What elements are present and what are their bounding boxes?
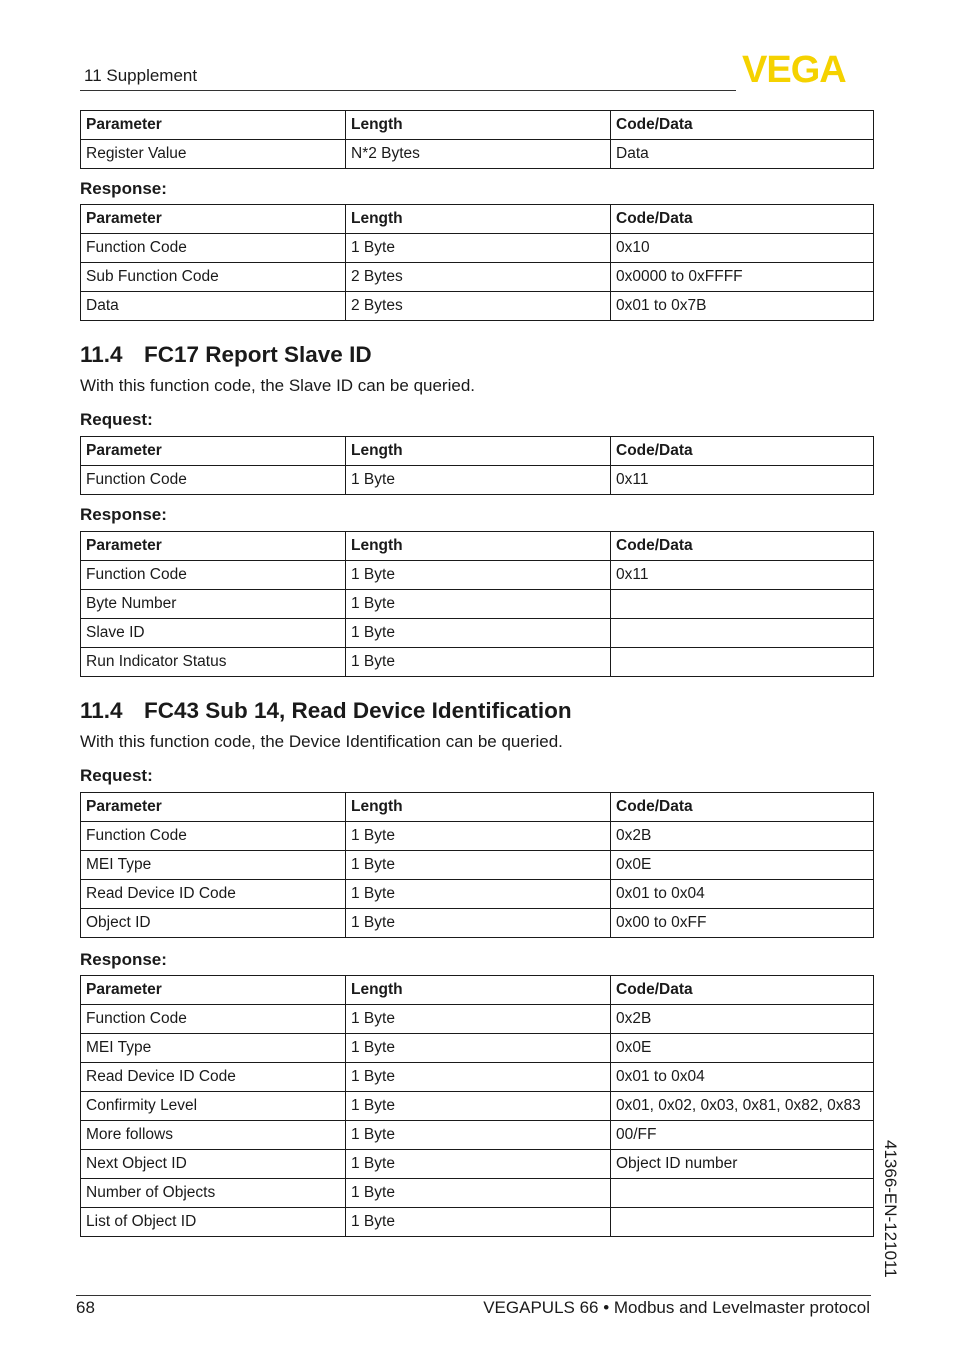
cell-parameter: Byte Number (81, 590, 346, 619)
table-header-row (81, 205, 874, 234)
cell-parameter: Run Indicator Status (81, 648, 346, 677)
column-header-parameter: Parameter (81, 205, 346, 234)
table-header-row (81, 532, 874, 561)
cell-parameter: Function Code (81, 561, 346, 590)
cell-length: 1 Byte (346, 466, 611, 495)
cell-parameter: Function Code (81, 466, 346, 495)
cell-length: 1 Byte (346, 1005, 611, 1034)
cell-code: 0x0000 to 0xFFFF (611, 263, 874, 292)
table-row (81, 851, 874, 880)
cell-code (611, 648, 874, 677)
column-header-parameter: Parameter (81, 793, 346, 822)
header-rule (80, 90, 736, 91)
cell-parameter: Function Code (81, 234, 346, 263)
table-row (81, 1121, 874, 1150)
column-header-length: Length (346, 532, 611, 561)
section-number: 11.4 (80, 698, 123, 723)
column-header-length: Length (346, 111, 611, 140)
cell-length: 1 Byte (346, 880, 611, 909)
cell-parameter: Read Device ID Code (81, 1063, 346, 1092)
table-row (81, 1034, 874, 1063)
cell-parameter: MEI Type (81, 1034, 346, 1063)
cell-parameter: Number of Objects (81, 1179, 346, 1208)
column-header-parameter: Parameter (81, 437, 346, 466)
cell-code (611, 1208, 874, 1237)
table-row (81, 1150, 874, 1179)
fc43-request-table (80, 792, 874, 938)
cell-length: 1 Byte (346, 234, 611, 263)
column-header-code: Code/Data (611, 532, 874, 561)
table-header-row (81, 111, 874, 140)
cell-length: 1 Byte (346, 1063, 611, 1092)
fc43-intro: With this function code, the Device Identification can be queried. (80, 732, 563, 751)
table-row (81, 822, 874, 851)
cell-length: 1 Byte (346, 822, 611, 851)
cell-parameter: Next Object ID (81, 1150, 346, 1179)
cell-code: 0x01, 0x02, 0x03, 0x81, 0x82, 0x83 (611, 1092, 874, 1121)
column-header-parameter: Parameter (81, 532, 346, 561)
table-row (81, 466, 874, 495)
response-label: Response: (80, 179, 167, 198)
cell-code (611, 1179, 874, 1208)
column-header-length: Length (346, 793, 611, 822)
cell-length: 1 Byte (346, 619, 611, 648)
cell-code: Object ID number (611, 1150, 874, 1179)
cell-length: 1 Byte (346, 1034, 611, 1063)
table-row (81, 234, 874, 263)
cell-length: 1 Byte (346, 1150, 611, 1179)
table-row (81, 1005, 874, 1034)
table-row (81, 1092, 874, 1121)
table-row (81, 880, 874, 909)
fc17-intro: With this function code, the Slave ID can be queried. (80, 376, 476, 395)
cell-parameter: MEI Type (81, 851, 346, 880)
column-header-code: Code/Data (611, 205, 874, 234)
cell-length: 1 Byte (346, 1092, 611, 1121)
cell-code: 00/FF (611, 1121, 874, 1150)
request-label: Request: (80, 766, 153, 785)
table-row (81, 909, 874, 938)
cell-code: 0x2B (611, 1005, 874, 1034)
fc43-response-table (80, 975, 874, 1237)
vega-logo (742, 52, 872, 89)
table-header-row (81, 793, 874, 822)
cell-length: 1 Byte (346, 909, 611, 938)
cell-parameter: Register Value (81, 140, 346, 169)
cell-parameter: Read Device ID Code (81, 880, 346, 909)
cell-code: 0x2B (611, 822, 874, 851)
table-row (81, 292, 874, 321)
column-header-length: Length (346, 976, 611, 1005)
section-number: 11.4 (80, 342, 123, 367)
cell-code: Data (611, 140, 874, 169)
cell-length: 1 Byte (346, 1179, 611, 1208)
fc17-response-table (80, 531, 874, 677)
table-row (81, 590, 874, 619)
table-row (81, 561, 874, 590)
column-header-parameter: Parameter (81, 976, 346, 1005)
document-code: 41366-EN-121011 (881, 1140, 900, 1278)
table-header-row (81, 976, 874, 1005)
cell-length: 1 Byte (346, 1121, 611, 1150)
section-title: FC17 Report Slave ID (144, 342, 372, 367)
cell-parameter: Function Code (81, 1005, 346, 1034)
cell-parameter: List of Object ID (81, 1208, 346, 1237)
cell-length: 2 Bytes (346, 263, 611, 292)
fc17-request-table (80, 436, 874, 495)
cell-length: N*2 Bytes (346, 140, 611, 169)
cell-parameter: Confirmity Level (81, 1092, 346, 1121)
register-table (80, 110, 874, 169)
cell-length: 1 Byte (346, 1208, 611, 1237)
column-header-code: Code/Data (611, 437, 874, 466)
table-row (81, 1063, 874, 1092)
cell-parameter: More follows (81, 1121, 346, 1150)
section-title: FC43 Sub 14, Read Device Identification (144, 698, 572, 723)
cell-code: 0x01 to 0x7B (611, 292, 874, 321)
column-header-length: Length (346, 205, 611, 234)
cell-length: 1 Byte (346, 648, 611, 677)
cell-code: 0x11 (611, 466, 874, 495)
table-row (81, 619, 874, 648)
column-header-code: Code/Data (611, 793, 874, 822)
footer-rule (76, 1295, 871, 1296)
cell-parameter: Slave ID (81, 619, 346, 648)
svg-text:VEGA: VEGA (742, 52, 846, 84)
cell-parameter: Object ID (81, 909, 346, 938)
table-row (81, 648, 874, 677)
table-row (81, 1179, 874, 1208)
cell-code: 0x01 to 0x04 (611, 1063, 874, 1092)
response-label: Response: (80, 950, 167, 969)
fc16-response-table (80, 204, 874, 321)
cell-code: 0x10 (611, 234, 874, 263)
table-row (81, 263, 874, 292)
table-row (81, 1208, 874, 1237)
column-header-length: Length (346, 437, 611, 466)
section-heading-fc17 (80, 342, 372, 368)
cell-code (611, 590, 874, 619)
section-header: 11 Supplement (84, 66, 198, 85)
cell-length: 2 Bytes (346, 292, 611, 321)
table-header-row (81, 437, 874, 466)
cell-code: 0x01 to 0x04 (611, 880, 874, 909)
cell-code: 0x0E (611, 851, 874, 880)
cell-length: 1 Byte (346, 851, 611, 880)
cell-parameter: Data (81, 292, 346, 321)
cell-length: 1 Byte (346, 561, 611, 590)
cell-code: 0x00 to 0xFF (611, 909, 874, 938)
column-header-parameter: Parameter (81, 111, 346, 140)
column-header-code: Code/Data (611, 976, 874, 1005)
table-row (81, 140, 874, 169)
column-header-code: Code/Data (611, 111, 874, 140)
footer-title: VEGAPULS 66 • Modbus and Levelmaster protocol (483, 1298, 870, 1317)
cell-parameter: Sub Function Code (81, 263, 346, 292)
vega-logo-icon (742, 52, 872, 84)
page-number: 68 (76, 1298, 95, 1317)
request-label: Request: (80, 410, 153, 429)
cell-code: 0x0E (611, 1034, 874, 1063)
cell-code (611, 619, 874, 648)
response-label: Response: (80, 505, 167, 524)
section-heading-fc43 (80, 698, 572, 724)
cell-parameter: Function Code (81, 822, 346, 851)
cell-length: 1 Byte (346, 590, 611, 619)
cell-code: 0x11 (611, 561, 874, 590)
